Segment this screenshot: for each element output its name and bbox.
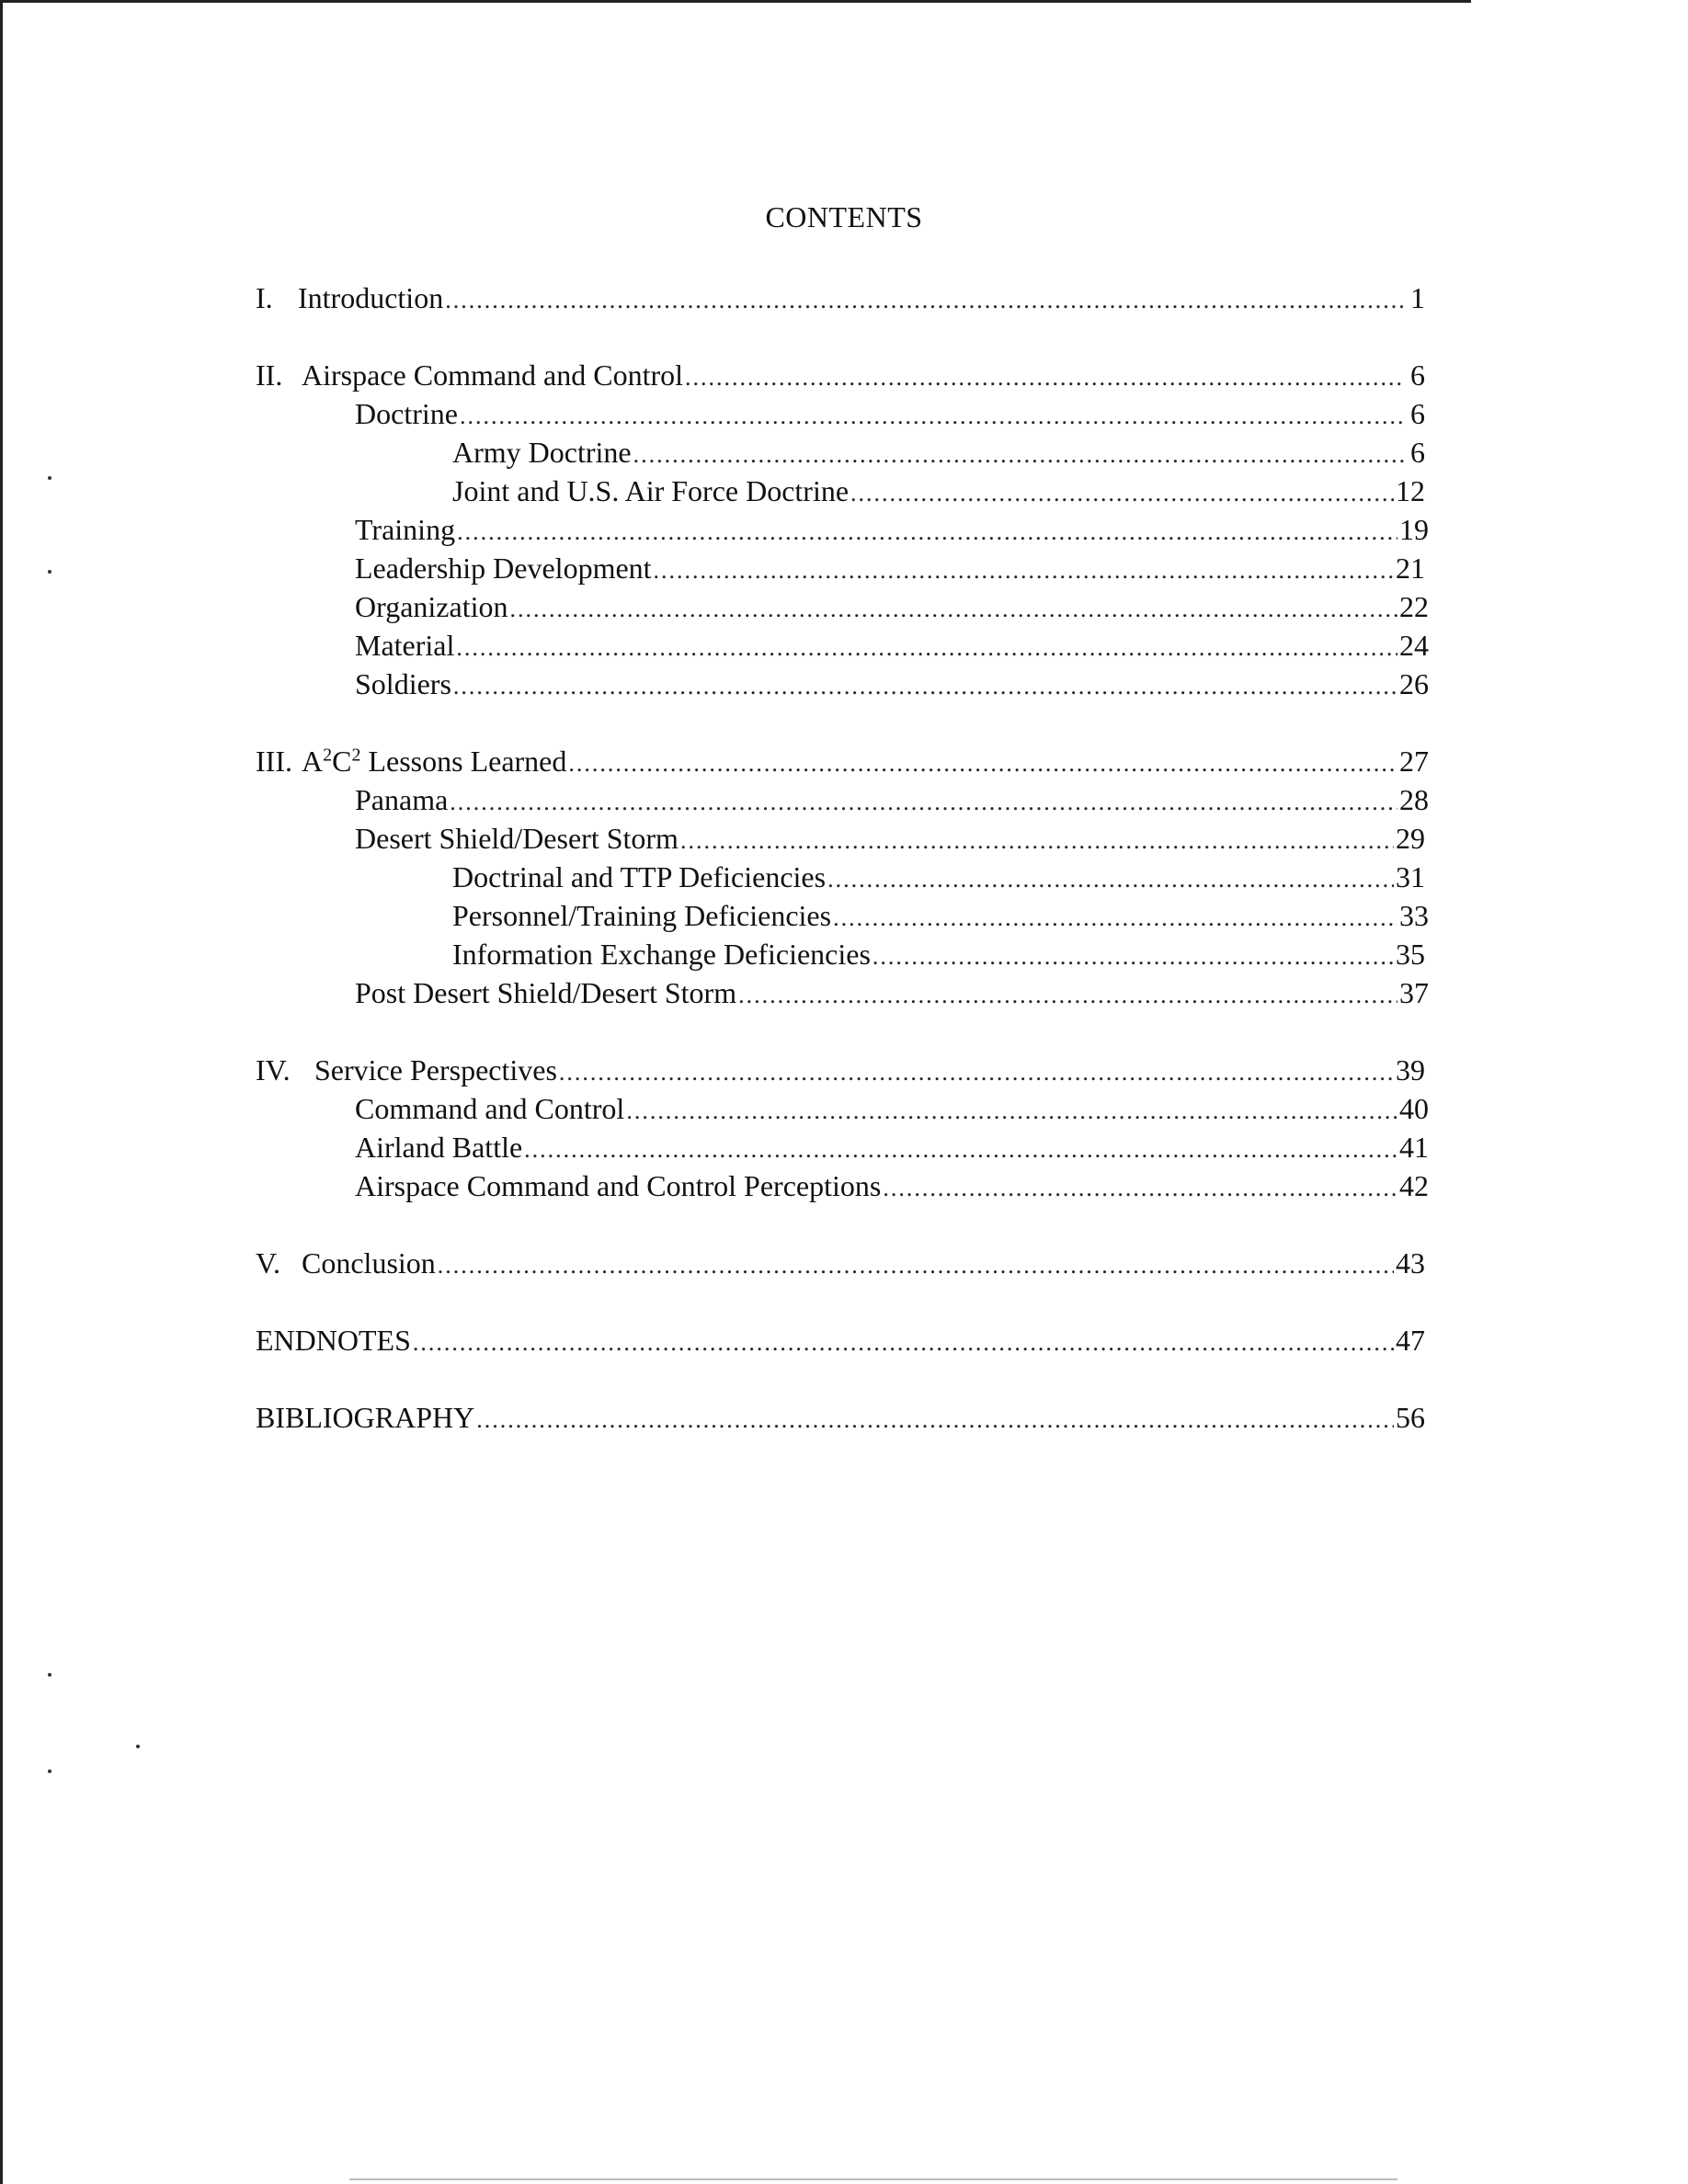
toc-leader-dots — [456, 629, 1397, 667]
toc-entry-label: Introduction — [298, 281, 444, 314]
toc-page-number: 1 — [1410, 281, 1425, 314]
toc-entry-label: Command and Control — [355, 1092, 625, 1125]
toc-page-number: 56 — [1396, 1401, 1425, 1434]
toc-entry-joint-air-force-doctrine[interactable] — [452, 472, 1425, 510]
toc-page-number: 6 — [1410, 436, 1425, 469]
toc-entry-label: Leadership Development — [355, 552, 652, 585]
toc-entry-post-desert-shield-desert-storm[interactable] — [355, 973, 1429, 1012]
toc-entry-introduction[interactable] — [256, 279, 1425, 317]
toc-entry-information-exchange-deficiencies[interactable] — [452, 935, 1425, 973]
toc-page-number: 12 — [1396, 474, 1425, 507]
toc-entry-label: Desert Shield/Desert Storm — [355, 822, 679, 855]
scan-speck — [48, 1769, 51, 1773]
toc-page-number: 24 — [1399, 629, 1429, 662]
page-edge-left — [0, 0, 3, 2184]
toc-entry-label: Airspace Command and Control — [302, 358, 684, 392]
toc-leader-dots — [450, 783, 1397, 822]
toc-section-number: I. — [256, 281, 273, 314]
toc-entry-doctrinal-ttp-deficiencies[interactable] — [452, 858, 1425, 896]
toc-page-number: 6 — [1410, 397, 1425, 430]
toc-leader-dots — [873, 938, 1394, 976]
toc-entry-label: Airspace Command and Control Perceptions — [355, 1169, 882, 1202]
scan-speck — [48, 570, 51, 574]
toc-entry-label: Organization — [355, 590, 508, 623]
toc-leader-dots — [524, 1131, 1397, 1169]
toc-page-number: 29 — [1396, 822, 1425, 855]
toc-leader-dots — [457, 513, 1397, 552]
toc-leader-dots — [509, 590, 1397, 629]
toc-leader-dots — [453, 667, 1397, 706]
toc-page-number: 19 — [1399, 513, 1429, 546]
toc-page-number: 21 — [1396, 552, 1425, 585]
toc-page-number: 43 — [1396, 1246, 1425, 1280]
toc-page-number: 26 — [1399, 667, 1429, 700]
toc-page-number: 35 — [1396, 938, 1425, 971]
toc-leader-dots — [654, 552, 1394, 590]
toc-page-number: 28 — [1399, 783, 1429, 816]
toc-entry-panama[interactable] — [355, 780, 1429, 819]
toc-leader-dots — [559, 1053, 1394, 1092]
toc-leader-dots — [476, 1401, 1394, 1439]
toc-entry-label: Army Doctrine — [452, 436, 632, 469]
toc-entry-label: $A^2C^2$ Lessons Learned — [302, 745, 567, 778]
toc-entry-material[interactable] — [355, 626, 1429, 665]
toc-entry-label: ENDNOTES — [256, 1324, 411, 1357]
toc-leader-dots — [685, 358, 1405, 397]
toc-entry-desert-shield-desert-storm[interactable] — [355, 819, 1425, 858]
toc-leader-dots — [850, 474, 1394, 513]
toc-entry-bibliography[interactable] — [256, 1398, 1425, 1437]
toc-entry-organization[interactable] — [355, 587, 1429, 626]
toc-entry-airland-battle[interactable] — [355, 1128, 1429, 1166]
toc-entry-label: Joint and U.S. Air Force Doctrine — [452, 474, 850, 507]
toc-entry-a2c2-lessons-learned[interactable] — [256, 742, 1429, 780]
toc-leader-dots — [438, 1246, 1394, 1285]
toc-leader-dots — [833, 899, 1397, 938]
toc-entry-service-perspectives[interactable] — [256, 1051, 1425, 1089]
toc-entry-airspace-c2-perceptions[interactable] — [355, 1166, 1429, 1205]
toc-entry-airspace-command-and-control[interactable] — [256, 356, 1425, 394]
toc-entry-label: Airland Battle — [355, 1131, 523, 1164]
scan-speck — [136, 1745, 140, 1748]
toc-leader-dots — [738, 976, 1397, 1015]
toc-entry-training[interactable] — [355, 510, 1429, 549]
toc-entry-doctrine[interactable] — [355, 394, 1425, 433]
page-edge-bottom — [349, 2178, 1397, 2180]
toc-entry-soldiers[interactable] — [355, 665, 1429, 703]
toc-page-number: 40 — [1399, 1092, 1429, 1125]
toc-entry-label: Soldiers — [355, 667, 451, 700]
toc-leader-dots — [827, 860, 1394, 899]
toc-section-number: V. — [256, 1246, 280, 1280]
toc-leader-dots — [413, 1324, 1394, 1362]
toc-entry-label: BIBLIOGRAPHY — [256, 1401, 475, 1434]
toc-page-number: 22 — [1399, 590, 1429, 623]
toc-page-number: 37 — [1399, 976, 1429, 1009]
toc-leader-dots — [883, 1169, 1397, 1208]
toc-entry-command-and-control[interactable] — [355, 1089, 1429, 1128]
toc-section-number: IV. — [256, 1053, 291, 1086]
toc-leader-dots — [460, 397, 1405, 436]
toc-page-number: 47 — [1396, 1324, 1425, 1357]
toc-leader-dots — [445, 281, 1405, 320]
toc-section-number: III. — [256, 745, 292, 778]
toc-entry-label: Material — [355, 629, 455, 662]
toc-entry-label: Information Exchange Deficiencies — [452, 938, 871, 971]
toc-entry-label: Post Desert Shield/Desert Storm — [355, 976, 737, 1009]
toc-leader-dots — [680, 822, 1394, 860]
toc-page-number: 27 — [1399, 745, 1429, 778]
toc-leader-dots — [568, 745, 1397, 783]
toc-entry-conclusion[interactable] — [256, 1244, 1425, 1282]
page-edge-top — [0, 0, 1471, 3]
toc-leader-dots — [626, 1092, 1397, 1131]
toc-page-number: 33 — [1399, 899, 1429, 932]
toc-entry-label: Doctrinal and TTP Deficiencies — [452, 860, 827, 893]
contents-title: CONTENTS — [765, 200, 923, 233]
toc-page-number: 41 — [1399, 1131, 1429, 1164]
toc-page-number: 6 — [1410, 358, 1425, 392]
toc-section-number: II. — [256, 358, 283, 392]
toc-entry-label: Conclusion — [302, 1246, 436, 1280]
toc-entry-endnotes[interactable] — [256, 1321, 1425, 1359]
toc-entry-label: Panama — [355, 783, 449, 816]
toc-entry-personnel-training-deficiencies[interactable] — [452, 896, 1429, 935]
toc-entry-label: Service Perspectives — [314, 1053, 557, 1086]
toc-entry-label: Training — [355, 513, 456, 546]
scan-speck — [48, 476, 51, 480]
toc-page-number: 39 — [1396, 1053, 1425, 1086]
toc-entry-leadership-development[interactable] — [355, 549, 1425, 587]
toc-entry-label: Personnel/Training Deficiencies — [452, 899, 832, 932]
toc-page-number: 31 — [1396, 860, 1425, 893]
toc-leader-dots — [633, 436, 1405, 474]
toc-entry-label: Doctrine — [355, 397, 458, 430]
scan-speck — [48, 1673, 51, 1677]
toc-page-number: 42 — [1399, 1169, 1429, 1202]
toc-entry-army-doctrine[interactable] — [452, 433, 1425, 472]
